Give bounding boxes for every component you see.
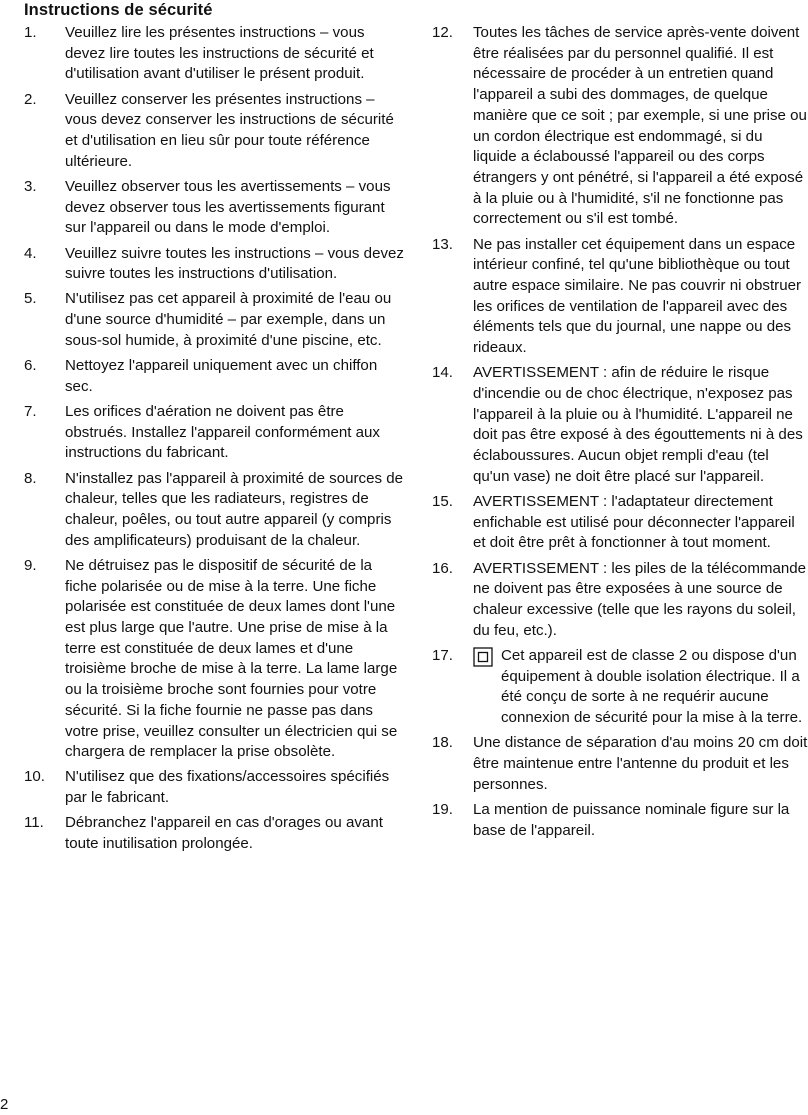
- item-text: Nettoyez l'appareil uniquement avec un chiffon sec.: [65, 357, 378, 395]
- item-number: 11.: [24, 814, 44, 832]
- right-column: [432, 23, 808, 846]
- item-number: 13.: [432, 235, 453, 253]
- item-number: 17.: [432, 646, 453, 664]
- list-item: [24, 469, 404, 552]
- item-text: Débranchez l'appareil en cas d'orages ou avant toute inutilisation prolongée.: [65, 814, 383, 853]
- list-item: [24, 177, 404, 239]
- list-item: [432, 800, 808, 841]
- list-item: [24, 402, 404, 464]
- item-number: 14.: [432, 364, 453, 382]
- item-number: 10.: [24, 768, 45, 786]
- list-item: [432, 646, 808, 729]
- item-text: Veuillez observer tous les avertissements – vous devez observer tous les avertissements figurant sur l'appareil ou dans le mode d'emploi.: [65, 177, 391, 237]
- item-number: 19.: [432, 800, 453, 818]
- item-text: N'installez pas l'appareil à proximité de sources de chaleur, telles que les radiateurs, registres de chaleur, poêles, ou tout autre appareil (y compris des amplificateurs) produisant de la chaleur.: [65, 469, 403, 549]
- list-item: [24, 244, 404, 285]
- class2-double-insulation-icon: [473, 646, 501, 674]
- item-text: AVERTISSEMENT : afin de réduire le risque d'incendie ou de choc électrique, n'exposez pas l'appareil à la pluie ou à l'humidité. L'appareil ne doit pas être exposé à des égouttements ni à des éclaboussures. Aucun objet rempli d'eau (tel qu'un vase) ne doit être placé sur l'appareil.: [473, 364, 803, 485]
- list-item: [24, 289, 404, 351]
- item-number: 5.: [24, 290, 37, 308]
- item-text: Veuillez suivre toutes les instructions – vous devez suivre toutes les instructions d'utilisation.: [65, 244, 404, 283]
- item-text: Ne pas installer cet équipement dans un espace intérieur confiné, tel qu'une bibliothèque ou tout autre espace similaire. Ne pas couvrir ni obstruer les orifices de ventilation de l'appareil avec des éléments tels que du journal, une nappe ou des rideaux.: [473, 235, 802, 357]
- item-number: 12.: [432, 24, 453, 41]
- list-item: [432, 492, 808, 554]
- item-text: N'utilisez que des fixations/accessoires spécifiés par le fabricant.: [65, 768, 390, 807]
- item-text: Toutes les tâches de service après-vente doivent être réalisées par du personnel qualifié. Il est nécessaire de procéder à un entretien quand l'appareil a subi des dommages, de quelque manière que ce soit ; par exemple, si une prise ou un cordon électrique est endommagé, si du liquide a éclaboussé l'appareil ou des corps étrangers y ont pénétré, si l'appareil a été exposé à la pluie ou à l'humidité, s'il ne fonctionne pas correctement ou s'il est tombé.: [473, 24, 807, 228]
- item-text: Veuillez conserver les présentes instructions – vous devez conserver les instructions de sécurité et d'utilisation en lieu sûr pour toute référence ultérieure.: [65, 90, 394, 170]
- item-text: Cet appareil est de classe 2 ou dispose d'un équipement à double isolation électrique. Il a été conçu de sorte à ne requérir aucune connexion de sécurité pour la mise à la terre.: [501, 646, 803, 726]
- left-column: [24, 23, 404, 859]
- item-number: 6.: [24, 357, 37, 375]
- item-number: 1.: [24, 24, 37, 41]
- list-item: [432, 23, 808, 230]
- item-number: 4.: [24, 244, 37, 262]
- list-item: [432, 235, 808, 359]
- item-number: 3.: [24, 177, 37, 195]
- item-text: La mention de puissance nominale figure sur la base de l'appareil.: [473, 800, 790, 839]
- item-number: 8.: [24, 469, 37, 487]
- item-text: Veuillez lire les présentes instructions – vous devez lire toutes les instructions de sécurité et d'utilisation avant d'utiliser le présent produit.: [65, 24, 374, 83]
- item-number: 18.: [432, 734, 453, 752]
- list-item: [24, 356, 404, 397]
- page-number: 2: [0, 1096, 9, 1113]
- page-title: Instructions de sécurité: [24, 1, 213, 19]
- item-text: Une distance de séparation d'au moins 20 cm doit être maintenue entre l'antenne du produit et les personnes.: [473, 734, 808, 793]
- list-item: [432, 363, 808, 487]
- item-number: 16.: [432, 559, 453, 577]
- item-number: 9.: [24, 556, 37, 574]
- class2-item-body: [473, 646, 808, 729]
- item-number: 2.: [24, 90, 37, 108]
- list-item: [24, 23, 404, 85]
- list-item: [24, 556, 404, 763]
- item-text: Les orifices d'aération ne doivent pas être obstrués. Installez l'appareil conformément aux instructions du fabricant.: [65, 402, 380, 462]
- item-text: Ne détruisez pas le dispositif de sécurité de la fiche polarisée ou de mise à la terre. Une fiche polarisée est constituée de deux lames dont l'une est plus large que l'autre. Une prise de mise à la terre est constituée de deux lames et d'une troisième broche de mise à la terre. La lame large ou la troisième broche sont fournies pour votre sécurité. Si la fiche fournie ne passe pas dans votre prise, veuillez consulter un électricien qui se chargera de remplacer la prise obsolète.: [65, 556, 398, 761]
- item-text: AVERTISSEMENT : l'adaptateur directement enfichable est utilisé pour déconnecter l'appareil et doit être prêt à fonctionner à tout moment.: [473, 492, 795, 552]
- list-item: [24, 90, 404, 173]
- item-text: N'utilisez pas cet appareil à proximité de l'eau ou d'une source d'humidité – par exemple, dans un sous-sol humide, à proximité d'une piscine, etc.: [65, 290, 392, 349]
- list-item: [432, 559, 808, 642]
- list-item: [24, 813, 404, 854]
- item-number: 7.: [24, 402, 37, 420]
- item-number: 15.: [432, 492, 453, 510]
- list-item: [24, 767, 404, 808]
- item-text: AVERTISSEMENT : les piles de la télécommande ne doivent pas être exposées à une source de chaleur excessive (telle que les rayons du soleil, du feu, etc.).: [473, 559, 807, 639]
- list-item: [432, 733, 808, 795]
